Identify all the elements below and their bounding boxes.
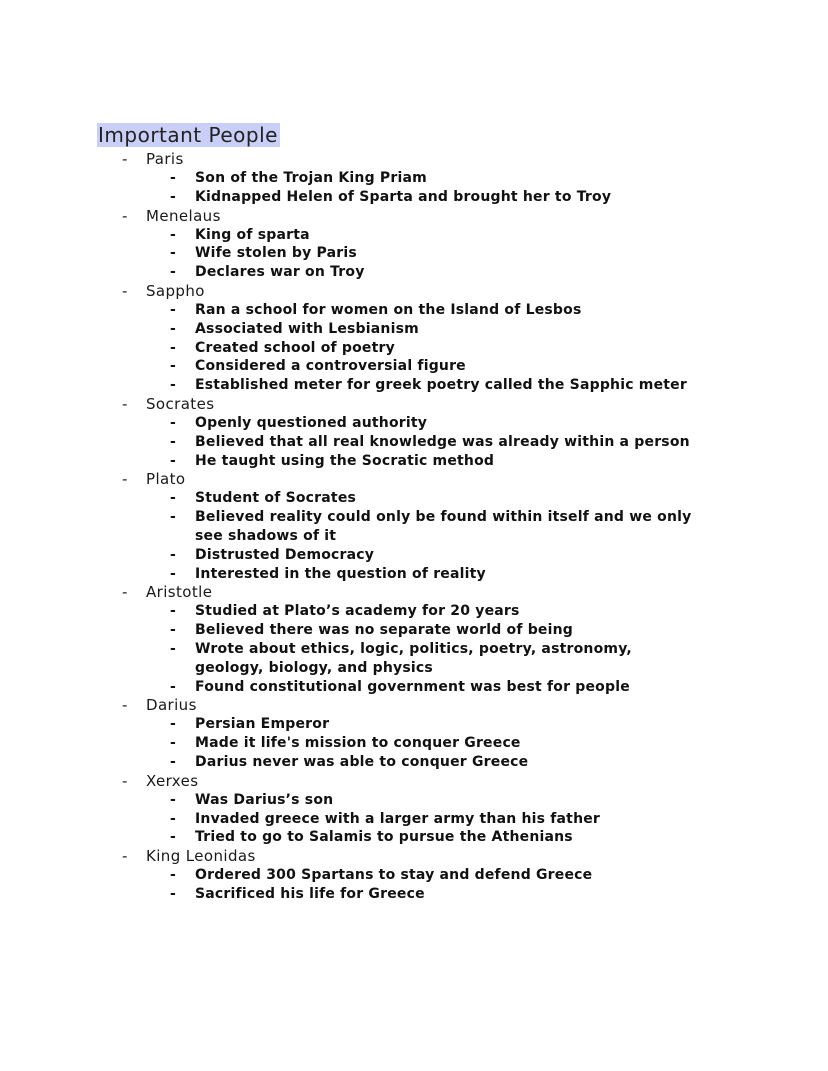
fact-item <box>0 885 705 904</box>
person-bullet: - <box>122 470 128 489</box>
fact-bullet: - <box>170 603 177 620</box>
fact-item <box>0 414 705 433</box>
person-name: King Leonidas <box>146 847 256 866</box>
fact-text: Wife stolen by Paris <box>195 245 357 262</box>
fact-bullet: - <box>170 791 177 808</box>
fact-bullet: - <box>170 829 177 846</box>
fact-text: Ordered 300 Spartans to stay and defend Greece <box>195 867 593 884</box>
fact-bullet: - <box>170 264 177 281</box>
fact-text: Kidnapped Helen of Sparta and brought her to Troy <box>195 188 612 205</box>
person-name: Socrates <box>146 394 215 413</box>
fact-text: Found constitutional government was best for people <box>195 678 630 695</box>
fact-bullet: - <box>170 735 177 752</box>
fact-item <box>0 734 705 753</box>
fact-bullet: - <box>170 358 177 375</box>
fact-item <box>0 753 705 772</box>
fact-list <box>0 301 828 395</box>
fact-bullet: - <box>170 678 177 695</box>
fact-text: Tried to go to Salamis to pursue the Athenians <box>195 829 573 846</box>
fact-list <box>0 715 828 771</box>
fact-item <box>0 320 705 339</box>
fact-text: Created school of poetry <box>195 339 395 356</box>
page-title <box>97 122 280 148</box>
person-heading <box>0 207 828 226</box>
fact-list <box>0 226 828 282</box>
fact-bullet: - <box>170 490 177 507</box>
person-bullet: - <box>122 206 128 225</box>
fact-text: Was Darius’s son <box>195 791 334 808</box>
fact-item <box>0 678 705 697</box>
person-name: Darius <box>146 696 197 715</box>
fact-bullet: - <box>170 716 177 733</box>
fact-item <box>0 433 705 452</box>
fact-bullet: - <box>170 885 177 902</box>
fact-item <box>0 565 705 584</box>
person-item <box>0 207 828 282</box>
fact-list <box>0 489 828 583</box>
person-name: Menelaus <box>146 206 221 225</box>
fact-bullet: - <box>170 226 177 243</box>
person-name: Xerxes <box>146 771 199 790</box>
fact-text: Believed there was no separate world of being <box>195 622 573 639</box>
fact-bullet: - <box>170 414 177 431</box>
fact-text: Established meter for greek poetry called the Sapphic meter <box>195 377 687 394</box>
fact-text: Wrote about ethics, logic, politics, poetry, astronomy, geology, biology, and physics <box>195 640 632 676</box>
person-name: Paris <box>146 150 184 168</box>
person-heading <box>0 150 828 169</box>
fact-text: Son of the Trojan King Priam <box>195 170 427 186</box>
fact-bullet: - <box>170 509 177 526</box>
fact-text: Made it life's mission to conquer Greece <box>195 735 521 752</box>
fact-item <box>0 339 705 358</box>
fact-item <box>0 188 705 207</box>
fact-item <box>0 828 705 847</box>
fact-bullet: - <box>170 245 177 262</box>
person-name: Plato <box>146 470 186 489</box>
fact-item <box>0 640 705 678</box>
fact-bullet: - <box>170 565 177 582</box>
fact-bullet: - <box>170 622 177 639</box>
fact-bullet: - <box>170 320 177 337</box>
person-item <box>0 772 828 847</box>
fact-item <box>0 376 705 395</box>
fact-item <box>0 357 705 376</box>
person-bullet: - <box>122 771 128 790</box>
fact-item <box>0 602 705 621</box>
person-heading <box>0 772 828 791</box>
person-bullet: - <box>122 394 128 413</box>
fact-item <box>0 452 705 471</box>
person-bullet: - <box>122 847 128 866</box>
person-name: Aristotle <box>146 583 213 602</box>
person-bullet: - <box>122 696 128 715</box>
fact-text: Invaded greece with a larger army than his father <box>195 810 601 827</box>
fact-list <box>0 791 828 847</box>
fact-text: Believed reality could only be found within itself and we only see shadows of it <box>195 509 692 544</box>
fact-item <box>0 489 705 508</box>
fact-bullet: - <box>170 339 177 356</box>
people-list <box>0 150 828 904</box>
fact-item <box>0 546 705 565</box>
person-bullet: - <box>122 583 128 602</box>
person-heading <box>0 583 828 602</box>
person-bullet: - <box>122 281 128 300</box>
person-item <box>0 395 828 470</box>
person-item <box>0 282 828 395</box>
person-heading <box>0 847 828 866</box>
person-heading <box>0 282 828 301</box>
fact-list <box>0 602 828 696</box>
person-item <box>0 470 828 583</box>
fact-bullet: - <box>170 433 177 450</box>
fact-item <box>0 169 705 188</box>
fact-item <box>0 244 705 263</box>
fact-bullet: - <box>170 867 177 884</box>
person-item <box>0 696 828 771</box>
fact-bullet: - <box>170 753 177 770</box>
fact-bullet: - <box>170 188 177 205</box>
fact-text: Believed that all real knowledge was already within a person <box>195 433 690 450</box>
person-heading <box>0 470 828 489</box>
fact-text: Sacrificed his life for Greece <box>195 885 425 902</box>
person-heading <box>0 696 828 715</box>
person-heading <box>0 395 828 414</box>
person-bullet: - <box>122 150 128 168</box>
fact-text: Considered a controversial figure <box>195 358 466 375</box>
fact-item <box>0 621 705 640</box>
fact-text: Openly questioned authority <box>195 414 428 431</box>
fact-item <box>0 791 705 810</box>
fact-text: Declares war on Troy <box>195 264 365 281</box>
fact-text: Darius never was able to conquer Greece <box>195 753 529 770</box>
fact-bullet: - <box>170 377 177 394</box>
fact-bullet: - <box>170 452 177 469</box>
person-item <box>0 150 828 207</box>
person-name: Sappho <box>146 281 205 300</box>
fact-item <box>0 226 705 245</box>
fact-bullet: - <box>170 170 177 186</box>
fact-text: Associated with Lesbianism <box>195 320 419 337</box>
person-item <box>0 583 828 696</box>
fact-item <box>0 301 705 320</box>
fact-text: He taught using the Socratic method <box>195 452 495 469</box>
fact-list <box>0 866 828 904</box>
fact-item <box>0 715 705 734</box>
fact-text: Student of Socrates <box>195 490 357 507</box>
fact-item <box>0 508 705 546</box>
person-item <box>0 847 828 904</box>
fact-text: Interested in the question of reality <box>195 565 486 582</box>
fact-list <box>0 169 828 207</box>
title-highlight: Important People <box>98 123 278 147</box>
fact-text: King of sparta <box>195 226 310 243</box>
fact-text: Ran a school for women on the Island of Lesbos <box>195 301 582 318</box>
fact-bullet: - <box>170 546 177 563</box>
fact-text: Distrusted Democracy <box>195 546 375 563</box>
fact-item <box>0 810 705 829</box>
fact-bullet: - <box>170 301 177 318</box>
fact-list <box>0 414 828 470</box>
fact-bullet: - <box>170 640 177 657</box>
fact-text: Studied at Plato’s academy for 20 years <box>195 603 520 620</box>
fact-bullet: - <box>170 810 177 827</box>
fact-text: Persian Emperor <box>195 716 330 733</box>
fact-item <box>0 263 705 282</box>
fact-item <box>0 866 705 885</box>
